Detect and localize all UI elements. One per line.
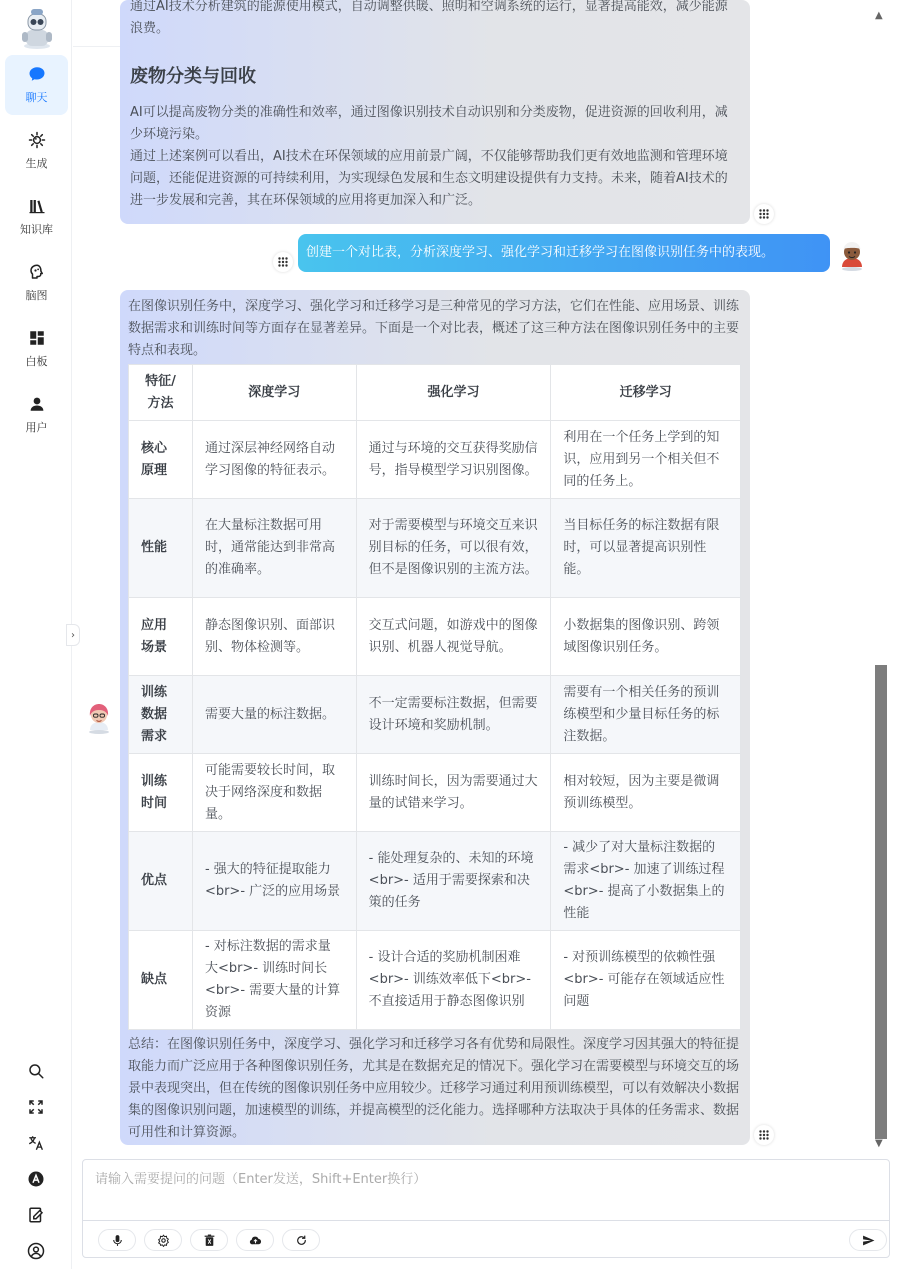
theme-icon — [27, 1206, 45, 1224]
fullscreen-icon — [27, 1098, 45, 1116]
table-cell: - 强大的特征提取能力<br>- 广泛的应用场景 — [192, 832, 356, 931]
sidebar-item-whiteboard[interactable] — [5, 319, 68, 379]
sidebar-item-user[interactable] — [5, 385, 68, 445]
question-input[interactable] — [83, 1160, 889, 1220]
table-cell: - 对标注数据的需求量大<br>- 训练时间长<br>- 需要大量的计算资源 — [192, 931, 356, 1030]
table-row-header: 应用场景 — [129, 598, 193, 676]
user-avatar — [838, 237, 866, 271]
header-divider — [73, 46, 121, 47]
microphone-icon — [111, 1234, 124, 1247]
table-cell: - 对预训练模型的依赖性强<br>- 可能存在领域适应性问题 — [551, 931, 741, 1030]
table-cell: 在大量标注数据可用时，通常能达到非常高的准确率。 — [192, 499, 356, 598]
table-header-cell: 深度学习 — [192, 365, 356, 421]
grid-dots-icon — [759, 1130, 769, 1140]
table-row — [129, 931, 741, 1030]
table-cell: - 减少了对大量标注数据的需求<br>- 加速了训练过程<br>- 提高了小数据集上的性能 — [551, 832, 741, 931]
table-cell: 相对较短，因为主要是微调预训练模型。 — [551, 754, 741, 832]
sidebar-item-label: 脑图 — [25, 289, 48, 302]
table-cell: 通过深层神经网络自动学习图像的特征表示。 — [192, 421, 356, 499]
table-row — [129, 832, 741, 931]
table-row — [129, 499, 741, 598]
books-icon — [28, 197, 46, 215]
table-cell: - 设计合适的奖励机制困难<br>- 训练效率低下<br>- 不直接适用于静态图像识别 — [356, 931, 551, 1030]
sidebar-item-mindmap[interactable] — [5, 253, 68, 313]
brain-icon — [28, 263, 46, 281]
grid-dots-icon — [278, 257, 288, 267]
settings-icon — [157, 1234, 170, 1247]
message-paragraph: 通过上述案例可以看出，AI技术在环保领域的应用前景广阔，不仅能够帮助我们更有效地监测和管理环境问题，还能促进资源的可持续利用，为实现绿色发展和生态文明建设提供有力支持。未来，随着AI技术的进一步发展和完善，其在环保领域的应用将更加深入和广泛。 — [130, 149, 728, 208]
search-button[interactable] — [26, 1061, 46, 1081]
font-button[interactable] — [26, 1169, 46, 1189]
dashboard-icon — [28, 329, 46, 347]
table-cell: 交互式问题，如游戏中的图像识别、机器人视觉导航。 — [356, 598, 551, 676]
fullscreen-button[interactable] — [26, 1097, 46, 1117]
table-cell: 静态图像识别、面部识别、物体检测等。 — [192, 598, 356, 676]
scroll-down-arrow-icon[interactable]: ▼ — [875, 1138, 883, 1149]
table-cell: 训练时间长，因为需要通过大量的试错来学习。 — [356, 754, 551, 832]
table-row — [129, 598, 741, 676]
table-cell: - 能处理复杂的、未知的环境<br>- 适用于需要探索和决策的任务 — [356, 832, 551, 931]
chat-icon — [28, 65, 46, 83]
sidebar-item-label: 生成 — [25, 157, 48, 170]
table-header-cell: 特征/方法 — [129, 365, 193, 421]
table-row-header: 训练时间 — [129, 754, 193, 832]
table-cell: 不一定需要标注数据，但需要设计环境和奖励机制。 — [356, 676, 551, 754]
comparison-table — [128, 364, 741, 1030]
translate-button[interactable] — [26, 1133, 46, 1153]
sidebar-item-generate[interactable] — [5, 121, 68, 181]
message-input-box — [82, 1159, 890, 1258]
message-menu-button[interactable] — [754, 1125, 774, 1145]
upload-icon — [249, 1234, 262, 1247]
table-row-header: 训练数据需求 — [129, 676, 193, 754]
send-icon — [862, 1234, 875, 1247]
chat-scrollbar[interactable] — [875, 665, 887, 1139]
table-cell: 需要有一个相关任务的预训练模型和少量目标任务的标注数据。 — [551, 676, 741, 754]
message-paragraph: AI可以提高废物分类的准确性和效率，通过图像识别技术自动识别和分类废物，促进资源的回收利用，减少环境污染。 — [130, 105, 728, 142]
table-row-header: 优点 — [129, 832, 193, 931]
sparkle-icon — [28, 131, 46, 149]
table-header-cell: 强化学习 — [356, 365, 551, 421]
user-message — [298, 234, 830, 272]
account-icon — [27, 1242, 45, 1260]
table-cell: 需要大量的标注数据。 — [192, 676, 356, 754]
font-a-icon — [27, 1170, 45, 1188]
table-row — [129, 676, 741, 754]
table-row-header: 缺点 — [129, 931, 193, 1030]
account-button[interactable] — [26, 1241, 46, 1261]
sidebar-item-knowledge[interactable] — [5, 187, 68, 247]
delete-icon — [203, 1234, 216, 1247]
send-button[interactable] — [849, 1229, 887, 1251]
message-paragraph: 在图像识别任务中，深度学习、强化学习和迁移学习是三种常见的学习方法，它们在性能、应用场景、训练数据需求和训练时间等方面存在显著差异。下面是一个对比表，概述了这三种方法在图像识别任务中的主要特点和表现。 — [128, 299, 740, 358]
message-heading: 废物分类与回收 — [130, 66, 256, 87]
sidebar — [0, 0, 72, 1269]
message-menu-button[interactable] — [273, 252, 293, 272]
sidebar-item-label: 用户 — [25, 421, 48, 434]
message-menu-button[interactable] — [754, 204, 774, 224]
table-cell: 对于需要模型与环境交互来识别目标的任务，可以很有效，但不是图像识别的主流方法。 — [356, 499, 551, 598]
theme-button[interactable] — [26, 1205, 46, 1225]
regenerate-button[interactable] — [282, 1229, 320, 1251]
table-cell: 小数据集的图像识别、跨领域图像识别任务。 — [551, 598, 741, 676]
table-cell: 可能需要较长时间，取决于网络深度和数据量。 — [192, 754, 356, 832]
chat-area — [73, 0, 898, 1150]
message-paragraph: 通过AI技术分析建筑的能源使用模式，自动调整供暖、照明和空调系统的运行，显著提高能效，减少能源浪费。 — [130, 0, 728, 36]
table-row — [129, 421, 741, 499]
table-row-header: 核心原理 — [129, 421, 193, 499]
scroll-up-arrow-icon[interactable]: ▲ — [875, 10, 883, 21]
table-row — [129, 754, 741, 832]
sidebar-item-label: 知识库 — [20, 223, 53, 236]
search-icon — [27, 1062, 45, 1080]
table-cell: 利用在一个任务上学到的知识，应用到另一个相关但不同的任务上。 — [551, 421, 741, 499]
grid-dots-icon — [759, 209, 769, 219]
robot-logo — [18, 6, 56, 50]
clear-button[interactable] — [190, 1229, 228, 1251]
ai-message — [120, 290, 750, 1145]
user-message-text: 创建一个对比表，分析深度学习、强化学习和迁移学习在图像识别任务中的表现。 — [306, 245, 775, 260]
ai-avatar — [85, 700, 113, 734]
message-paragraph: 总结：在图像识别任务中，深度学习、强化学习和迁移学习各有优势和局限性。深度学习因其强大的特征提取能力而广泛应用于各种图像识别任务，尤其是在数据充足的情况下。强化学习在需要模型与环境交互的场景中表现突出，但在传统的图像识别任务中应用较少。迁移学习通过利用预训练模型，可以有效解决小数据集的图像识别问题，加速模型的训练，并提高模型的泛化能力。选择哪种方法取决于具体的任务需求、数据可用性和计算资源。 — [128, 1037, 740, 1140]
sidebar-item-chat[interactable] — [5, 55, 68, 115]
ai-message — [120, 0, 750, 224]
input-divider — [83, 1220, 889, 1221]
refresh-icon — [295, 1234, 308, 1247]
table-header-row — [129, 365, 741, 421]
settings-button[interactable] — [144, 1229, 182, 1251]
upload-button[interactable] — [236, 1229, 274, 1251]
sidebar-item-label: 白板 — [25, 355, 48, 368]
table-cell: 当目标任务的标注数据有限时，可以显著提高识别性能。 — [551, 499, 741, 598]
table-row-header: 性能 — [129, 499, 193, 598]
table-cell: 通过与环境的交互获得奖励信号，指导模型学习识别图像。 — [356, 421, 551, 499]
table-header-cell: 迁移学习 — [551, 365, 741, 421]
sidebar-item-label: 聊天 — [25, 91, 48, 104]
user-icon — [28, 395, 46, 413]
voice-button[interactable] — [98, 1229, 136, 1251]
translate-icon — [27, 1134, 45, 1152]
chevron-right-icon: › — [71, 629, 75, 641]
